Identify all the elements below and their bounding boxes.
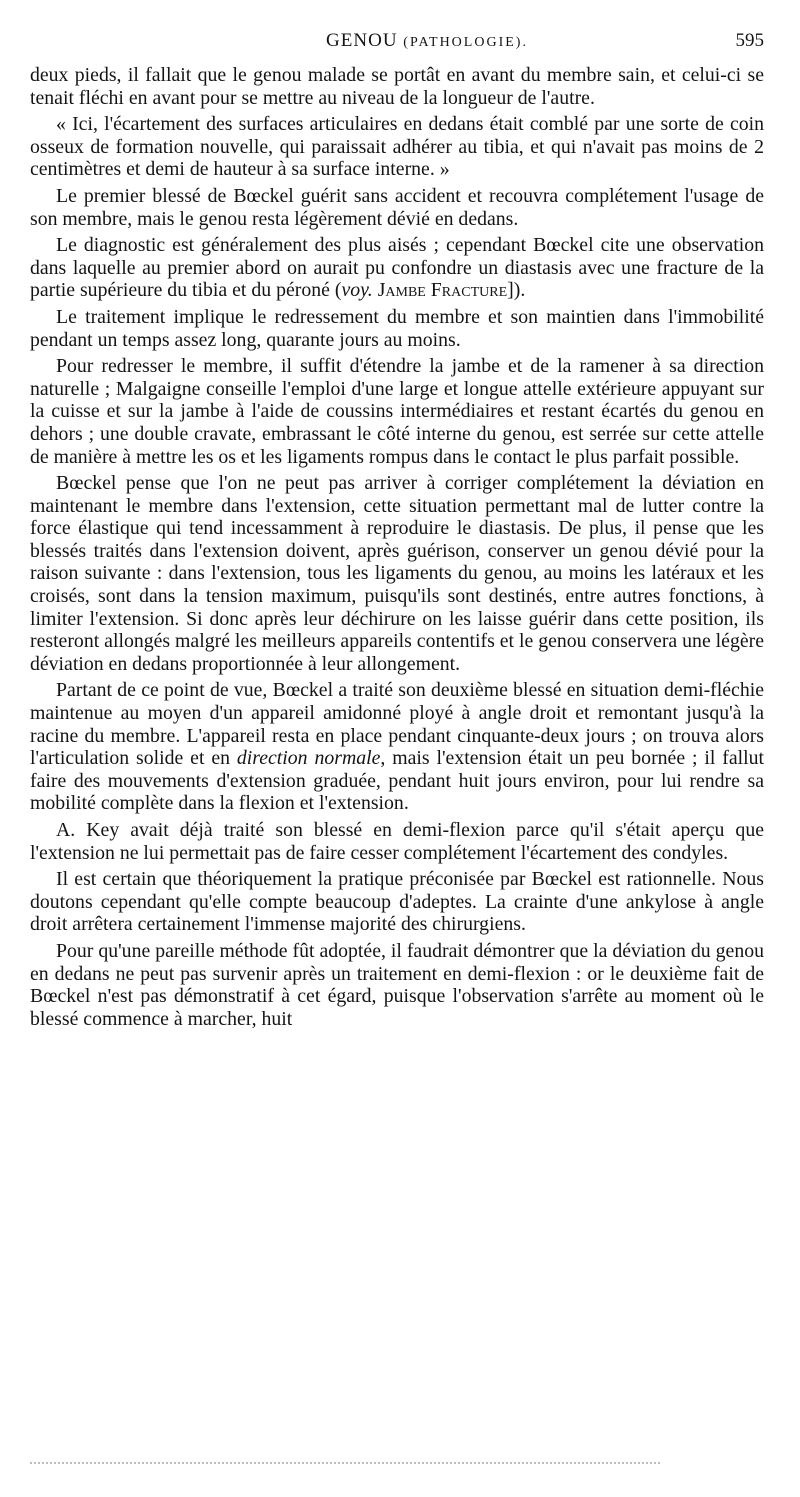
paragraph: Bœckel pense que l'on ne peut pas arriver à corriger complétement la déviation en maintenant le membre dans l'extension, cette situation permettant mal de lutter contre la force élastique qui tend incessamment à reproduire le diastasis. De plus, il pense que les blessés traités dans l'extension doivent, après guérison, conserver un genou dévié pour la raison suivante : dans l'extension, tous les ligaments du genou, au moins les latéraux et les croisés, sont dans la tension maximum, puisqu'ils sont destinés, entre autres fonctions, à limiter l'extension. Si donc après leur déchirure on les laisse guérir dans cette position, ils resteront allongés malgré les meilleurs appareils contentifs et le genou conservera une légère déviation en dedans proportionnée à leur allongement. bbox=[30, 472, 764, 675]
paragraph bbox=[30, 234, 764, 302]
paragraph bbox=[30, 679, 764, 815]
paragraph-text-end: , mais l'extension était un peu bornée ; il fallut faire des mouvements d'extension graduée, pendant huit jours environ, pour lui rendre sa mobilité complète dans la flexion et l'extension. bbox=[30, 747, 765, 815]
footer-dotted-line bbox=[30, 1462, 660, 1470]
paragraph: Il est certain que théoriquement la pratique préconisée par Bœckel est rationnelle. Nous doutons cependant qu'elle compte beaucoup d'adeptes. La crainte d'une ankylose à angle droit arrêtera certainement l'immense majorité des chirurgiens. bbox=[30, 868, 764, 936]
paragraph: deux pieds, il fallait que le genou malade se portât en avant du membre sain, et celui-ci se tenait fléchi en avant pour se mettre au niveau de la longueur de l'autre. bbox=[30, 64, 764, 109]
running-title bbox=[30, 30, 704, 52]
page-number: 595 bbox=[735, 30, 764, 51]
cross-ref-entry: Jambe Fracture bbox=[377, 279, 508, 302]
paragraph: A. Key avait déjà traité son blessé en demi-flexion parce qu'il s'était aperçu que l'extension ne lui permettait pas de faire cesser complétement l'écartement des condyles. bbox=[30, 819, 764, 864]
paragraph-text: Partant de ce point de vue, Bœckel a traité son deuxième blessé en situation demi-fléchie maintenue au moyen d'un appareil amidonné ployé à angle droit et remontant jusqu'à la racine du membre. L'appareil resta en place pendant cinquante-deux jours ; on trouva alors l'articulation solide et en bbox=[30, 679, 764, 770]
title-subtitle: (PATHOLOGIE). bbox=[403, 35, 528, 50]
title-main: GENOU bbox=[326, 30, 398, 51]
emphasis-text: direction normale bbox=[236, 747, 381, 770]
paragraph: Pour redresser le membre, il suffit d'étendre la jambe et de la ramener à sa direction naturelle ; Malgaigne conseille l'emploi d'une large et longue attelle extérieure appuyant sur la cuisse et sur la jambe à l'aide de coussins intermédiaires et restant écartés du genou en dehors ; une double cravate, embrassant le côté interne du genou, est serrée sur cette attelle de manière à mettre les os et les ligaments rompus dans le contact le plus parfait possible. bbox=[30, 355, 764, 468]
paragraph: Le traitement implique le redressement du membre et son maintien dans l'immobilité pendant un temps assez long, quarante jours au moins. bbox=[30, 305, 764, 351]
running-header bbox=[30, 30, 764, 58]
paragraph: Le premier blessé de Bœckel guérit sans accident et recouvra complétement l'usage de son membre, mais le genou resta légèrement dévié en dedans. bbox=[30, 184, 764, 230]
paragraph: « Ici, l'écartement des surfaces articulaires en dedans était comblé par une sorte de coin osseux de formation nouvelle, qui paraissait adhérer au tibia, et qui n'avait pas moins de 2 centimètres et demi de hauteur à sa surface interne. » bbox=[30, 113, 764, 181]
cross-ref-voy: voy. bbox=[341, 279, 373, 302]
body-text bbox=[30, 64, 764, 1030]
paragraph: Pour qu'une pareille méthode fût adoptée, il faudrait démontrer que la déviation du genou en dedans ne peut pas survenir après un traitement en demi-flexion : or le deuxième fait de Bœckel n'est pas démonstratif à cet égard, puisque l'observation s'arrête au moment où le blessé commence à marcher, huit bbox=[30, 939, 764, 1030]
paragraph-text-end: ]). bbox=[507, 279, 526, 302]
paragraph-text: Le diagnostic est généralement des plus aisés ; cependant Bœckel cite une observation dans laquelle au premier abord on aurait pu confondre un diastasis avec une fracture de la partie supérieure du tibia et du péroné ( bbox=[30, 234, 764, 302]
